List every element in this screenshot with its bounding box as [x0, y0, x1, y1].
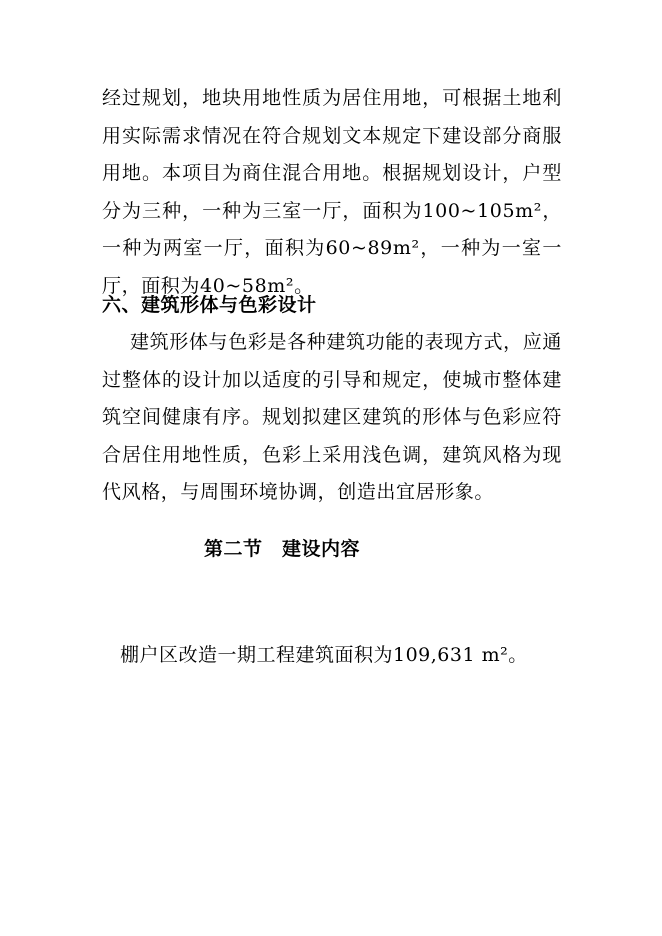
paragraph-construction-area: 棚户区改造一期工程建筑面积为109,631 m²。 — [120, 644, 528, 666]
paragraph-planning-unit-types: 经过规划，地块用地性质为居住用地，可根据土地利用实际需求情况在符合规划文本规定下建设部分商服用地。本项目为商住混合用地。根据规划设计，户型分为三种，一种为三室一厅，面积为100~105m²，一种为两室一厅，面积为60~89m²，一种为一室一厅，面积为40~58m²。 — [102, 87, 562, 297]
heading-architectural-form-color: 六、建筑形体与色彩设计 — [102, 294, 317, 316]
section-title-construction-content: 第二节 建设内容 — [204, 538, 361, 560]
paragraph-architectural-form-color: 建筑形体与色彩是各种建筑功能的表现方式，应通过整体的设计加以适度的引导和规定，使城市整体建筑空间健康有序。规划拟建区建筑的形体与色彩应符合居住用地性质，色彩上采用浅色调，建筑风格为现代风格，与周围环境协调，创造出宜居形象。 — [102, 331, 562, 503]
